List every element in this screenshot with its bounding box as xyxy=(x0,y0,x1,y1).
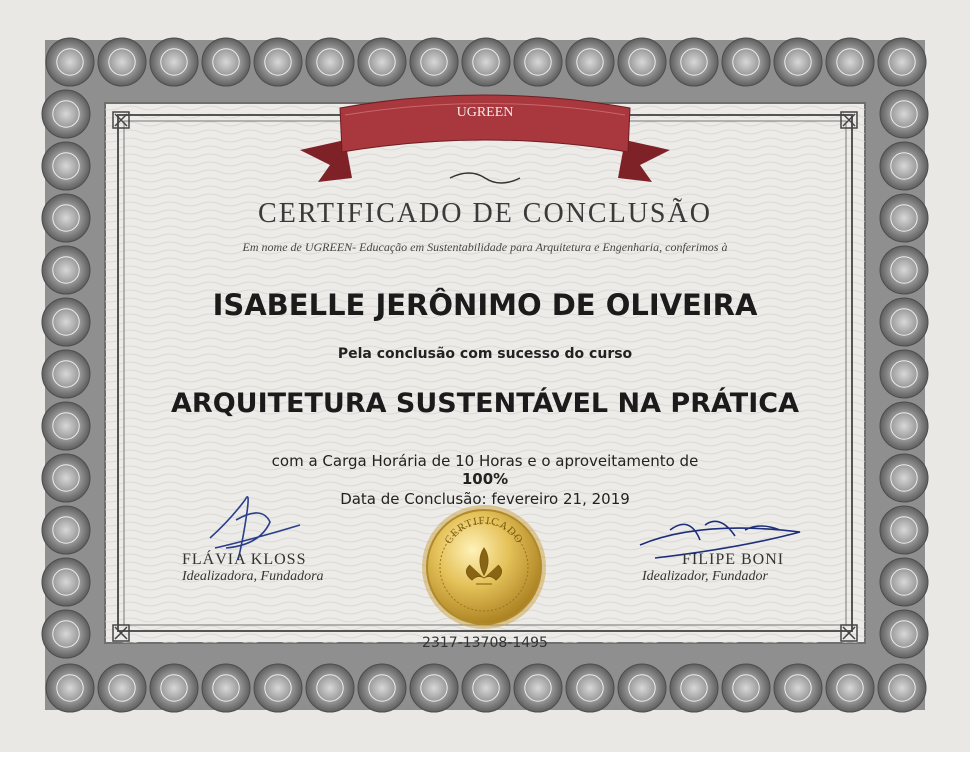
completion-date: Data de Conclusão: fevereiro 21, 2019 xyxy=(340,490,630,508)
signature-left xyxy=(182,551,324,585)
course-name: ARQUITETURA SUSTENTÁVEL NA PRÁTICA xyxy=(171,388,799,419)
certificate-code: 2317-13708-1495 xyxy=(422,635,548,651)
gold-seal xyxy=(422,505,546,629)
recipient-name: ISABELLE JERÔNIMO DE OLIVEIRA xyxy=(212,288,758,322)
signature-right xyxy=(642,551,784,585)
intro-text: Pela conclusão com sucesso do curso xyxy=(337,346,633,362)
seal-label: CERTIFICADO xyxy=(442,514,526,547)
hours-text: com a Carga Horária de 10 Horas e o aproveitamento de xyxy=(271,452,699,470)
score-text: 100% xyxy=(461,470,509,488)
signature-right-name: FILIPE BONI xyxy=(682,551,785,568)
bottom-strip xyxy=(0,752,970,779)
certificate-subtitle: Em nome de UGREEN- Educação em Sustentabilidade para Arquitetura e Engenharia, conferimos à xyxy=(242,240,728,254)
signature-right-role: Idealizador, Fundador xyxy=(642,569,768,584)
signature-left-role: Idealizadora, Fundadora xyxy=(182,569,324,584)
brand-label: UGREEN xyxy=(456,105,514,120)
certificate-title: CERTIFICADO DE CONCLUSÃO xyxy=(258,198,712,229)
signature-left-name: FLÁVIA KLOSS xyxy=(182,551,307,568)
